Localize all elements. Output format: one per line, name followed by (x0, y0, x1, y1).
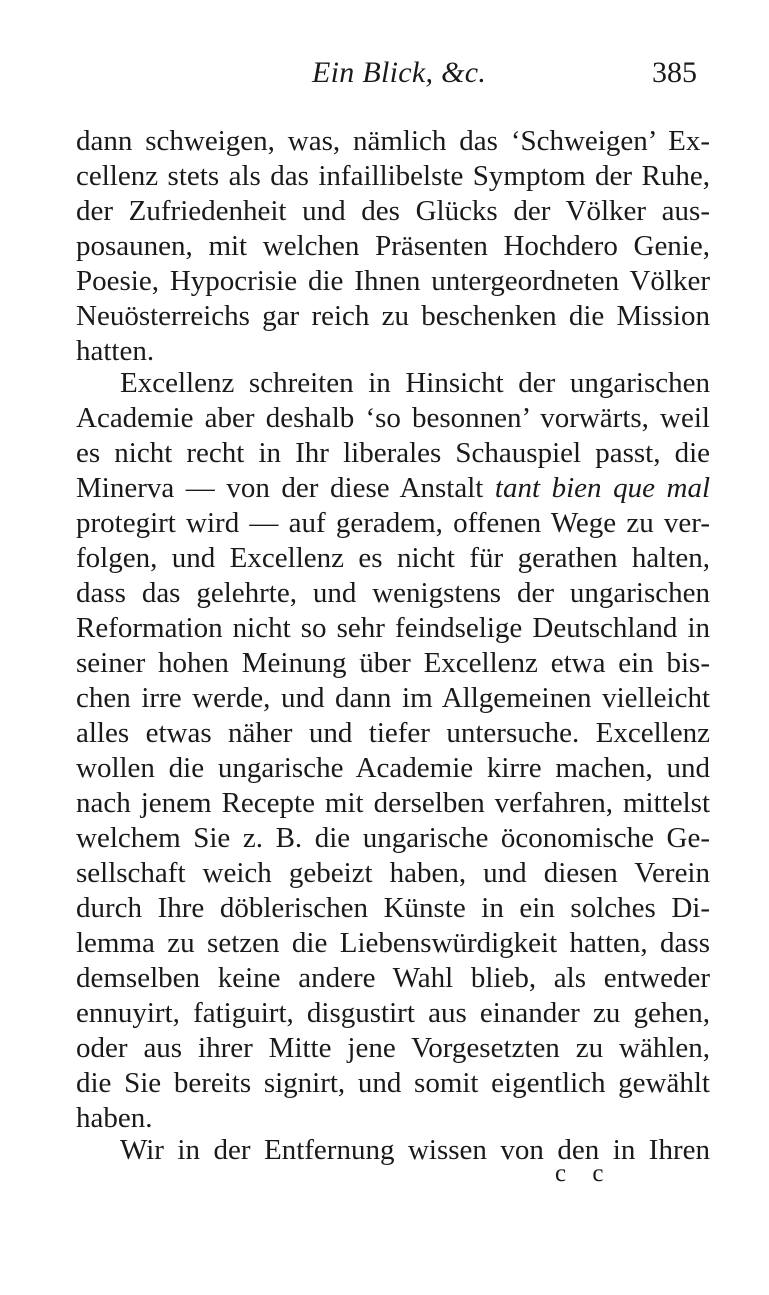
text-line: hatten. (76, 335, 155, 367)
italic-phrase: tant bien que mal (494, 472, 711, 504)
running-header-title: Ein Blick, &c. (312, 56, 487, 89)
paragraph-first-line: Excellenz schreiten in Hinsicht der ungarischen (120, 367, 710, 399)
text-line: seiner hohen Meinung über Excellenz etwa ein bis- (76, 647, 710, 679)
text-line: die Sie bereits signirt, und somit eigentlich gewählt (76, 1067, 710, 1099)
text-line: haben. (76, 1102, 153, 1134)
paragraph-first-line: Wir in der Entfernung wissen von den in Ihren (120, 1134, 710, 1166)
text-line: wollen die ungarische Academie kirre machen, und (76, 752, 710, 784)
text-line: alles etwas näher und tiefer untersuche. Excellenz (76, 717, 710, 749)
text-line: es nicht recht in Ihr liberales Schauspiel passt, die (76, 437, 710, 469)
text-segment: Minerva — von der diese Anstalt (76, 472, 484, 504)
text-line: dann schweigen, was, nämlich das ‘Schweigen’ Ex- (76, 125, 710, 157)
page-number: 385 (652, 56, 697, 89)
text-line: Poesie, Hypocrisie die Ihnen untergeordneten Völker (76, 265, 710, 297)
text-line: durch Ihre döblerischen Künste in ein solches Di- (76, 892, 710, 924)
text-line: demselben keine andere Wahl blieb, als entweder (76, 962, 710, 994)
text-line: der Zufriedenheit und des Glücks der Völker aus- (76, 195, 710, 227)
text-line: welchem Sie z. B. die ungarische öconomische Ge- (76, 822, 710, 854)
text-line: lemma zu setzen die Liebenswürdigkeit hatten, dass (76, 927, 710, 959)
text-line: Neuösterreichs gar reich zu beschenken die Mission (76, 300, 710, 332)
text-line: sellschaft weich gebeizt haben, und diesen Verein (76, 857, 710, 889)
text-line-with-italic (76, 471, 710, 505)
text-line: Academie aber deshalb ‘so besonnen’ vorwärts, weil (76, 402, 710, 434)
text-line: cellenz stets als das infaillibelste Symptom der Ruhe, (76, 160, 710, 192)
text-line: protegirt wird — auf geradem, offenen Wege zu ver- (76, 507, 710, 539)
text-line: Reformation nicht so sehr feindselige Deutschland in (76, 612, 710, 644)
text-line: nach jenem Recepte mit derselben verfahren, mittelst (76, 787, 710, 819)
text-line: chen irre werde, und dann im Allgemeinen vielleicht (76, 682, 710, 714)
signature-mark: c c (555, 1160, 614, 1187)
text-line: dass das gelehrte, und wenigstens der ungarischen (76, 577, 710, 609)
text-line: ennuyirt, fatiguirt, disgustirt aus einander zu gehen, (76, 997, 710, 1029)
text-line: oder aus ihrer Mitte jene Vorgesetzten zu wählen, (76, 1032, 710, 1064)
text-line: posaunen, mit welchen Präsenten Hochdero Genie, (76, 230, 710, 262)
text-line: folgen, und Excellenz es nicht für gerathen halten, (76, 542, 710, 574)
